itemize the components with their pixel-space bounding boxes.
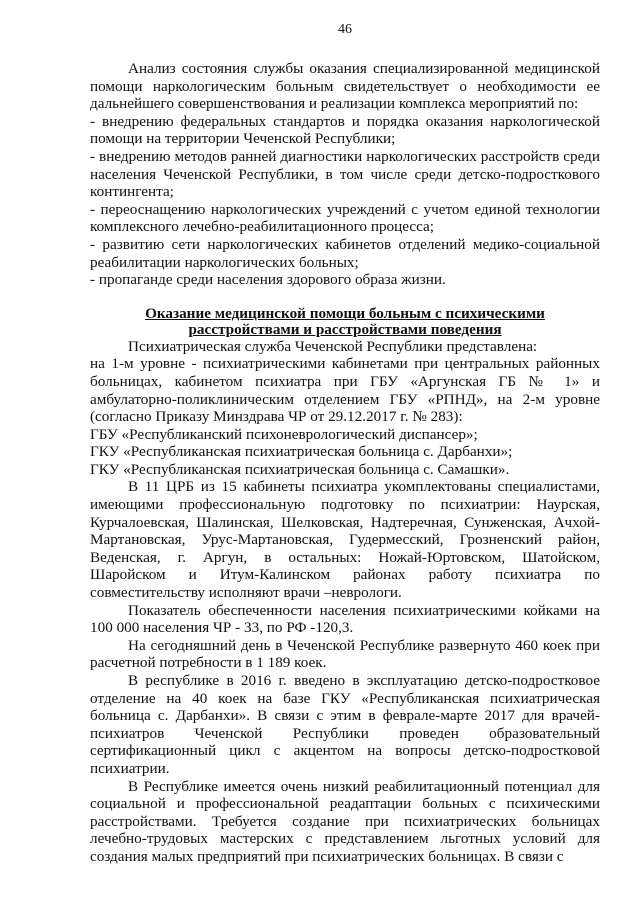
- list-item: - внедрению методов ранней диагностики наркологических расстройств среди населения Чеченской Республики, в том числе среди детско-подросткового контингента;: [90, 147, 600, 201]
- section-heading-line: расстройствами и расстройствами поведения: [188, 320, 502, 338]
- measures-list: [90, 113, 600, 289]
- body-paragraph: В 11 ЦРБ из 15 кабинеты психиатра укомплектованы специалистами, имеющими профессиональную подготовку по психиатрии: Наурская, Курчалоевская, Шалинская, Шелковская, Надтеречная, Сунженская, Ачхой-Мартановская, Урус-Мартановская, Гудермесский, Грозненский район, Веденская, г. Аргун, в остальных: Ножай-Юртовском, Шатойском, Шаройском и Итум-Калинском районах работу психиатра по совместительству исполняют врачи –неврологи.: [90, 478, 600, 602]
- body-paragraph: Психиатрическая служба Чеченской Республики представлена:: [128, 337, 538, 355]
- list-item: - внедрению федеральных стандартов и порядка оказания наркологической помощи на территории Чеченской Республики;: [90, 112, 600, 148]
- section-heading-line: Оказание медицинской помощи больным с психическими: [145, 304, 545, 322]
- body-paragraph: В республике в 2016 г. введено в эксплуатацию детско-подростковое отделение на 40 коек на базе ГКУ «Республиканская психиатрическая больница с. Дарбанхи». В связи с этим в феврале-марте 2017 для врачей-психиатров Чеченской Республики проведен образовательный сертификационный цикл с акцентом на вопросы детско-подростковой психиатрии.: [90, 672, 600, 777]
- page-number: 46: [338, 22, 352, 37]
- institution-line: ГКУ «Республиканская психиатрическая больница с. Дарбанхи»;: [90, 443, 513, 461]
- list-item: - переоснащению наркологических учреждений с учетом единой технологии комплексного лечебно-реабилитационного процесса;: [90, 200, 600, 236]
- body-paragraph: на 1-м уровне - психиатрическими кабинетами при центральных районных больницах, кабинетом психиатра при ГБУ «Аргунская ГБ № 1» и амбулаторно-поликлиническим отделением ГБУ «РПНД», на 2-м уровне (согласно Приказу Минздрава ЧР от 29.12.2017 г. № 283):: [90, 355, 600, 426]
- body-paragraph: Показатель обеспеченности населения психиатрическими койками на 100 000 населения ЧР - 33, по РФ -120,3.: [90, 601, 600, 637]
- institution-line: ГБУ «Республиканский психоневрологический диспансер»;: [90, 425, 478, 443]
- body-paragraph: В Республике имеется очень низкий реабилитационный потенциал для социальной и профессиональной реадаптации больных с психическими расстройствами. Требуется создание при психиатрических больницах лечебно-трудовых мастерских с представлением льготных условий для создания малых предприятий при психиатрических больницах. В связи с: [90, 777, 600, 865]
- body-paragraph: На сегодняшний день в Чеченской Республике развернуто 460 коек при расчетной потребности в 1 189 коек.: [90, 636, 600, 672]
- intro-paragraph: Анализ состояния службы оказания специализированной медицинской помощи наркологическим больным свидетельствует о необходимости ее дальнейшего совершенствования и реализации комплекса мероприятий по:: [90, 60, 600, 113]
- list-item: - пропаганде среди населения здорового образа жизни.: [90, 271, 446, 289]
- institution-line: ГКУ «Республиканская психиатрическая больница с. Самашки».: [90, 460, 510, 478]
- section-heading: [90, 306, 600, 338]
- list-item: - развитию сети наркологических кабинетов отделений медико-социальной реабилитации наркологических больных;: [90, 235, 600, 271]
